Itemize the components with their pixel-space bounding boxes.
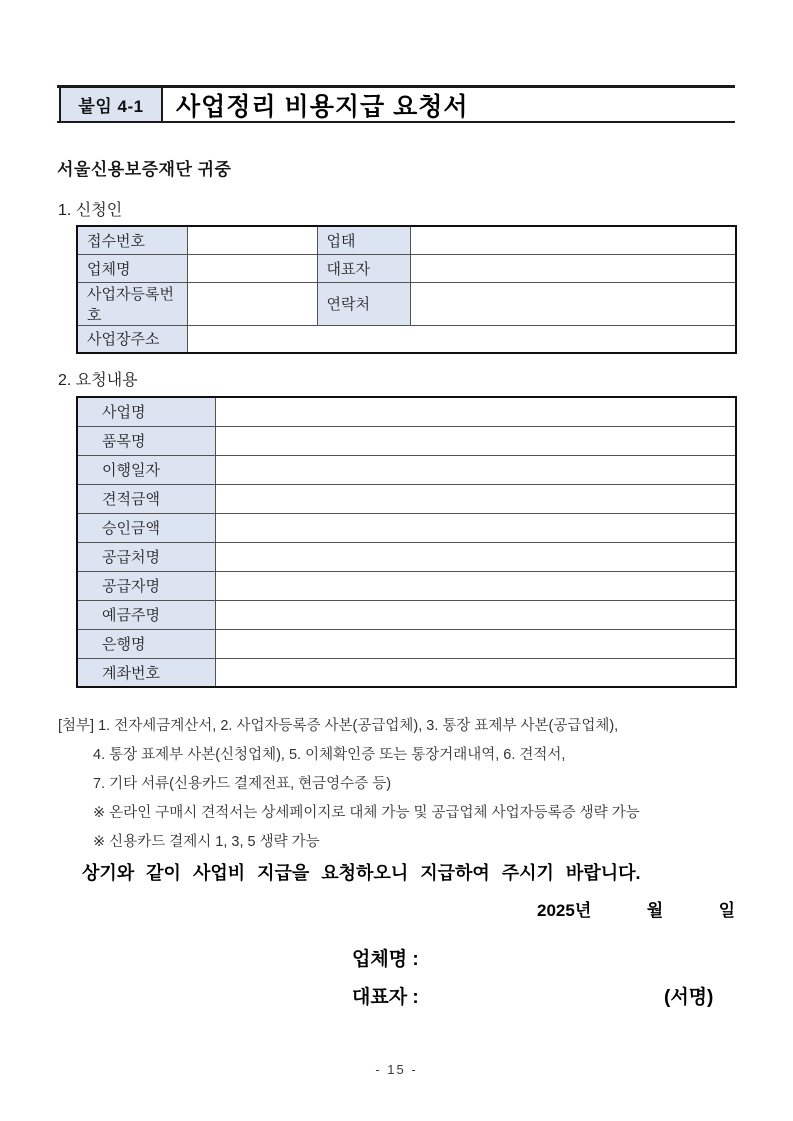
business-reg-number-value — [187, 282, 317, 325]
document-header — [57, 85, 735, 123]
bank-name-label: 은행명 — [77, 629, 215, 658]
date-day: 일 — [718, 901, 735, 920]
contact-value — [410, 282, 736, 325]
supplier-company-value — [215, 542, 736, 571]
section-title-applicant: 1. 신청인 — [58, 202, 123, 219]
attachment-tag: 붙임 4-1 — [78, 97, 144, 116]
page-number: - 15 - — [375, 1062, 418, 1077]
account-holder-label: 예금주명 — [77, 600, 215, 629]
document-title: 사업정리 비용지급 요청서 — [176, 92, 469, 121]
attachment-line: [첨부] 1. 전자세금계산서, 2. 사업자등록증 사본(공급업체), 3. 통장 표제부 사본(공급업체), — [58, 718, 619, 734]
account-number-value — [215, 658, 736, 687]
quote-amount-value — [215, 484, 736, 513]
table-row — [77, 629, 736, 658]
business-type-label: 업태 — [317, 226, 410, 254]
execution-date-value — [215, 455, 736, 484]
closing-statement: 상기와 같이 사업비 지급을 요청하오니 지급하여 주시기 바랍니다. — [82, 863, 641, 883]
table-row — [77, 455, 736, 484]
business-reg-number-label: 사업자등록번호 — [77, 282, 187, 325]
recipient-line: 서울신용보증재단 귀중 — [57, 160, 232, 179]
contact-label: 연락처 — [317, 282, 410, 325]
attachment-line: 4. 통장 표제부 사본(신청업체), 5. 이체확인증 또는 통장거래내역, 6. 견적서, — [93, 747, 566, 763]
attachment-line: ※ 신용카드 결제시 1, 3, 5 생략 가능 — [93, 834, 320, 850]
receipt-number-label: 접수번호 — [77, 226, 187, 254]
attachment-line: 7. 기타 서류(신용카드 결제전표, 현금영수증 등) — [93, 776, 392, 792]
item-name-value — [215, 426, 736, 455]
approved-amount-label: 승인금액 — [77, 513, 215, 542]
bank-name-value — [215, 629, 736, 658]
table-row — [77, 226, 736, 254]
table-row — [77, 397, 736, 426]
date-year: 2025년 — [537, 901, 592, 920]
section-title-request: 2. 요청내용 — [58, 372, 138, 389]
business-address-value — [187, 325, 736, 353]
table-row — [77, 571, 736, 600]
signature-sign-note: (서명) — [664, 987, 714, 1008]
account-holder-value — [215, 600, 736, 629]
company-name-value — [187, 254, 317, 282]
item-name-label: 품목명 — [77, 426, 215, 455]
table-row — [77, 426, 736, 455]
table-row — [77, 254, 736, 282]
table-row — [77, 513, 736, 542]
quote-amount-label: 견적금액 — [77, 484, 215, 513]
table-row — [77, 658, 736, 687]
attachment-line: ※ 온라인 구매시 견적서는 상세페이지로 대체 가능 및 공급업체 사업자등록증 생략 가능 — [93, 805, 640, 821]
table-row — [77, 542, 736, 571]
supplier-name-label: 공급자명 — [77, 571, 215, 600]
approved-amount-value — [215, 513, 736, 542]
table-row — [77, 325, 736, 353]
signature-company-label: 업체명 : — [352, 949, 419, 970]
account-number-label: 계좌번호 — [77, 658, 215, 687]
business-address-label: 사업장주소 — [77, 325, 187, 353]
applicant-table — [76, 225, 737, 354]
execution-date-label: 이행일자 — [77, 455, 215, 484]
business-name-value — [215, 397, 736, 426]
table-row — [77, 282, 736, 325]
date-month: 월 — [646, 901, 664, 920]
table-row — [77, 484, 736, 513]
signature-ceo-label: 대표자 : — [352, 987, 419, 1008]
supplier-name-value — [215, 571, 736, 600]
business-type-value — [410, 226, 736, 254]
date-line — [537, 896, 735, 921]
table-row — [77, 600, 736, 629]
representative-value — [410, 254, 736, 282]
receipt-number-value — [187, 226, 317, 254]
supplier-company-label: 공급처명 — [77, 542, 215, 571]
company-name-label: 업체명 — [77, 254, 187, 282]
attachment-tag-box — [59, 88, 163, 121]
attachment-note — [58, 712, 738, 857]
request-table — [76, 396, 737, 688]
representative-label: 대표자 — [317, 254, 410, 282]
business-name-label: 사업명 — [77, 397, 215, 426]
